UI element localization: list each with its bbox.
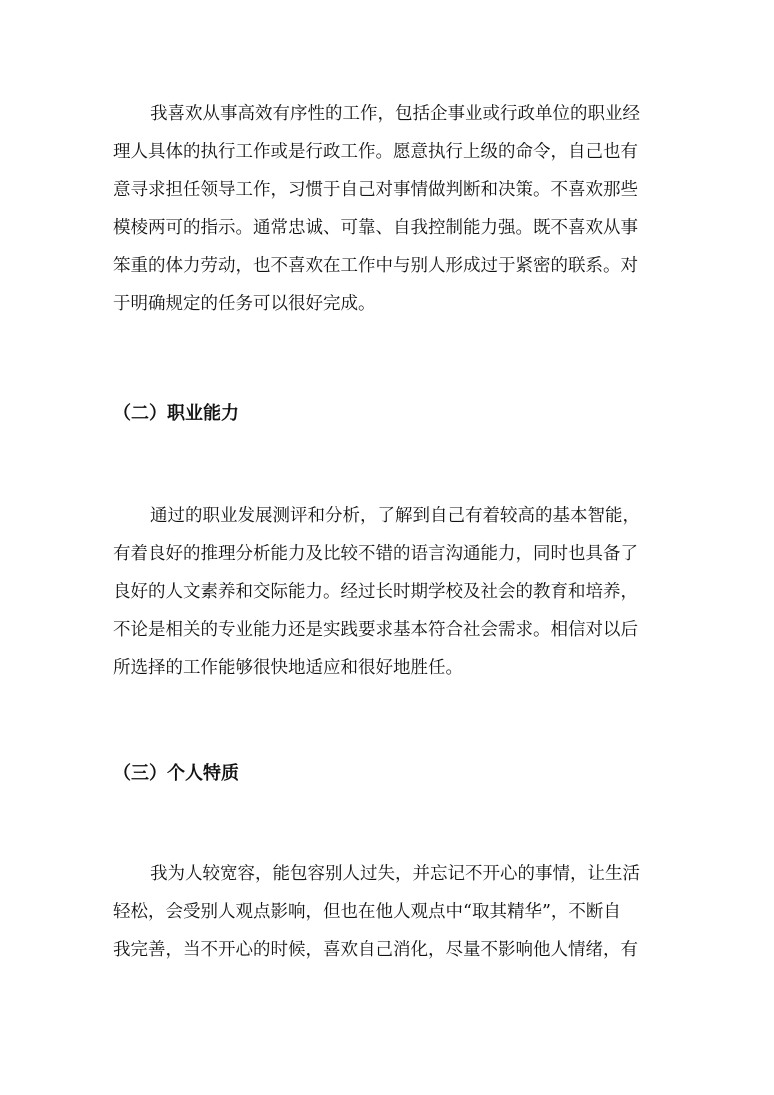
paragraph-line: 我为人较宽容，能包容别人过失，并忘记不开心的事情，让生活 bbox=[150, 864, 640, 884]
paragraph-line: 我喜欢从事高效有序性的工作，包括企事业或行政单位的职业经 bbox=[150, 104, 640, 124]
paragraph-personal-traits bbox=[113, 855, 673, 969]
paragraph-line: 于明确规定的任务可以很好完成。 bbox=[113, 294, 376, 314]
paragraph-line: 理人具体的执行工作或是行政工作。愿意执行上级的命令，自己也有 bbox=[113, 142, 638, 162]
paragraph-line: 意寻求担任领导工作，习惯于自己对事情做判断和决策。不喜欢那些 bbox=[113, 180, 638, 200]
section-heading-personal-traits: （三）个人特质 bbox=[113, 763, 239, 784]
paragraph-work-preference bbox=[113, 95, 673, 323]
paragraph-line: 所选择的工作能够很快地适应和很好地胜任。 bbox=[113, 658, 463, 678]
paragraph-career-ability bbox=[113, 497, 673, 687]
paragraph-line: 不论是相关的专业能力还是实践要求基本符合社会需求。相信对以后 bbox=[113, 620, 638, 640]
paragraph-line: 有着良好的推理分析能力及比较不错的语言沟通能力，同时也具备了 bbox=[113, 544, 638, 564]
section-heading-career-ability: （二）职业能力 bbox=[113, 403, 239, 424]
paragraph-line: 轻松，会受别人观点影响，但也在他人观点中“取其精华”，不断自 bbox=[113, 902, 621, 922]
paragraph-line: 我完善，当不开心的时候，喜欢自己消化，尽量不影响他人情绪，有 bbox=[113, 940, 638, 960]
paragraph-line: 模棱两可的指示。通常忠诚、可靠、自我控制能力强。既不喜欢从事 bbox=[113, 218, 638, 238]
paragraph-line: 通过的职业发展测评和分析，了解到自己有着较高的基本智能， bbox=[150, 506, 640, 526]
paragraph-line: 笨重的体力劳动，也不喜欢在工作中与别人形成过于紧密的联系。对 bbox=[113, 256, 638, 276]
paragraph-line: 良好的人文素养和交际能力。经过长时期学校及社会的教育和培养， bbox=[113, 582, 638, 602]
